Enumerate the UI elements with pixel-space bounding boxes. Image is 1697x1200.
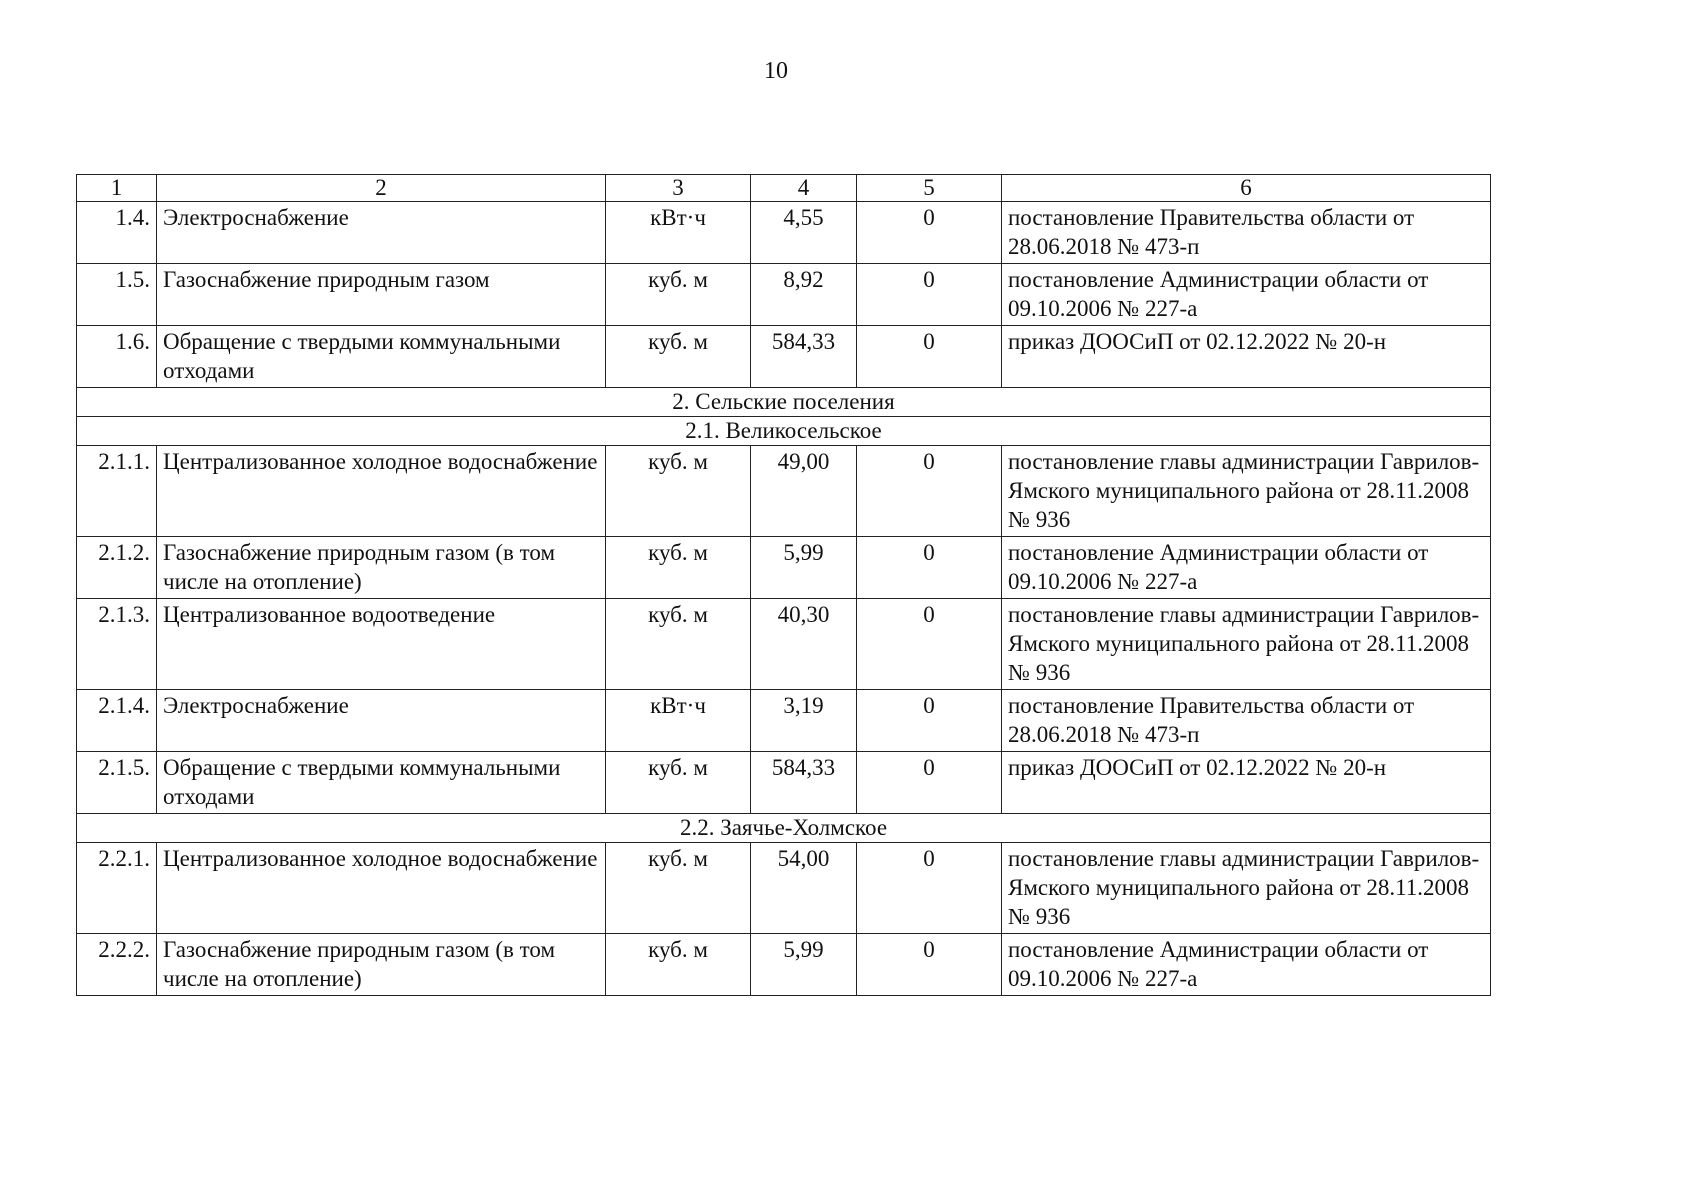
norm-value: 584,33 (751, 326, 857, 388)
row-number: 2.1.2. (77, 537, 157, 599)
legal-act: постановление Правительства области от 28.06.2018 № 473-п (1002, 690, 1491, 752)
unit: куб. м (606, 326, 751, 388)
legal-act: приказ ДООСиП от 02.12.2022 № 20-н (1002, 326, 1491, 388)
legal-act: постановление Правительства области от 28.06.2018 № 473-п (1002, 202, 1491, 264)
unit: куб. м (606, 446, 751, 537)
legal-act: приказ ДООСиП от 02.12.2022 № 20-н (1002, 752, 1491, 814)
unit: куб. м (606, 752, 751, 814)
norm-value: 4,55 (751, 202, 857, 264)
norm-value: 5,99 (751, 934, 857, 996)
unit: куб. м (606, 537, 751, 599)
service-name: Газоснабжение природным газом (157, 264, 606, 326)
table-row (77, 264, 1491, 326)
table-row (77, 326, 1491, 388)
legal-act: постановление Администрации области от 09.10.2006 № 227-а (1002, 934, 1491, 996)
page-number: 10 (764, 58, 788, 84)
legal-act: постановление Администрации области от 09.10.2006 № 227-а (1002, 537, 1491, 599)
section-title: 2.2. Заячье-Холмское (77, 814, 1491, 843)
section-row (77, 814, 1491, 843)
norm-value: 8,92 (751, 264, 857, 326)
legal-act: постановление главы администрации Гаврилов-Ямского муниципального района от 28.11.2008 № 936 (1002, 599, 1491, 690)
col5-value: 0 (857, 202, 1002, 264)
service-name: Электроснабжение (157, 690, 606, 752)
unit: куб. м (606, 843, 751, 934)
norm-value: 40,30 (751, 599, 857, 690)
norm-value: 54,00 (751, 843, 857, 934)
table-row (77, 537, 1491, 599)
col5-value: 0 (857, 599, 1002, 690)
unit: куб. м (606, 934, 751, 996)
tariff-table (76, 174, 1491, 996)
row-number: 2.1.4. (77, 690, 157, 752)
row-number: 1.4. (77, 202, 157, 264)
service-name: Централизованное холодное водоснабжение (157, 843, 606, 934)
norm-value: 584,33 (751, 752, 857, 814)
header-cell: 5 (857, 175, 1002, 202)
col5-value: 0 (857, 537, 1002, 599)
unit: кВт·ч (606, 202, 751, 264)
table-row (77, 202, 1491, 264)
col5-value: 0 (857, 690, 1002, 752)
legal-act: постановление Администрации области от 09.10.2006 № 227-а (1002, 264, 1491, 326)
service-name: Централизованное холодное водоснабжение (157, 446, 606, 537)
col5-value: 0 (857, 326, 1002, 388)
unit: кВт·ч (606, 690, 751, 752)
row-number: 2.2.2. (77, 934, 157, 996)
header-cell: 6 (1002, 175, 1491, 202)
table-row (77, 843, 1491, 934)
service-name: Газоснабжение природным газом (в том числе на отопление) (157, 537, 606, 599)
service-name: Газоснабжение природным газом (в том числе на отопление) (157, 934, 606, 996)
table-row (77, 934, 1491, 996)
row-number: 2.2.1. (77, 843, 157, 934)
col5-value: 0 (857, 446, 1002, 537)
service-name: Электроснабжение (157, 202, 606, 264)
row-number: 1.5. (77, 264, 157, 326)
table-row (77, 599, 1491, 690)
norm-value: 3,19 (751, 690, 857, 752)
row-number: 2.1.3. (77, 599, 157, 690)
header-cell: 2 (157, 175, 606, 202)
service-name: Обращение с твердыми коммунальными отходами (157, 326, 606, 388)
col5-value: 0 (857, 264, 1002, 326)
col5-value: 0 (857, 934, 1002, 996)
col5-value: 0 (857, 752, 1002, 814)
table-row (77, 690, 1491, 752)
section-title: 2. Сельские поселения (77, 388, 1491, 417)
unit: куб. м (606, 264, 751, 326)
section-title: 2.1. Великосельское (77, 417, 1491, 446)
row-number: 2.1.1. (77, 446, 157, 537)
header-cell: 4 (751, 175, 857, 202)
section-row (77, 388, 1491, 417)
header-cell: 3 (606, 175, 751, 202)
norm-value: 5,99 (751, 537, 857, 599)
table-row (77, 752, 1491, 814)
row-number: 1.6. (77, 326, 157, 388)
table-header-row (77, 175, 1491, 202)
row-number: 2.1.5. (77, 752, 157, 814)
norm-value: 49,00 (751, 446, 857, 537)
unit: куб. м (606, 599, 751, 690)
section-row (77, 417, 1491, 446)
col5-value: 0 (857, 843, 1002, 934)
header-cell: 1 (77, 175, 157, 202)
table-row (77, 446, 1491, 537)
service-name: Централизованное водоотведение (157, 599, 606, 690)
service-name: Обращение с твердыми коммунальными отходами (157, 752, 606, 814)
legal-act: постановление главы администрации Гаврилов-Ямского муниципального района от 28.11.2008 № 936 (1002, 843, 1491, 934)
legal-act: постановление главы администрации Гаврилов-Ямского муниципального района от 28.11.2008 № 936 (1002, 446, 1491, 537)
